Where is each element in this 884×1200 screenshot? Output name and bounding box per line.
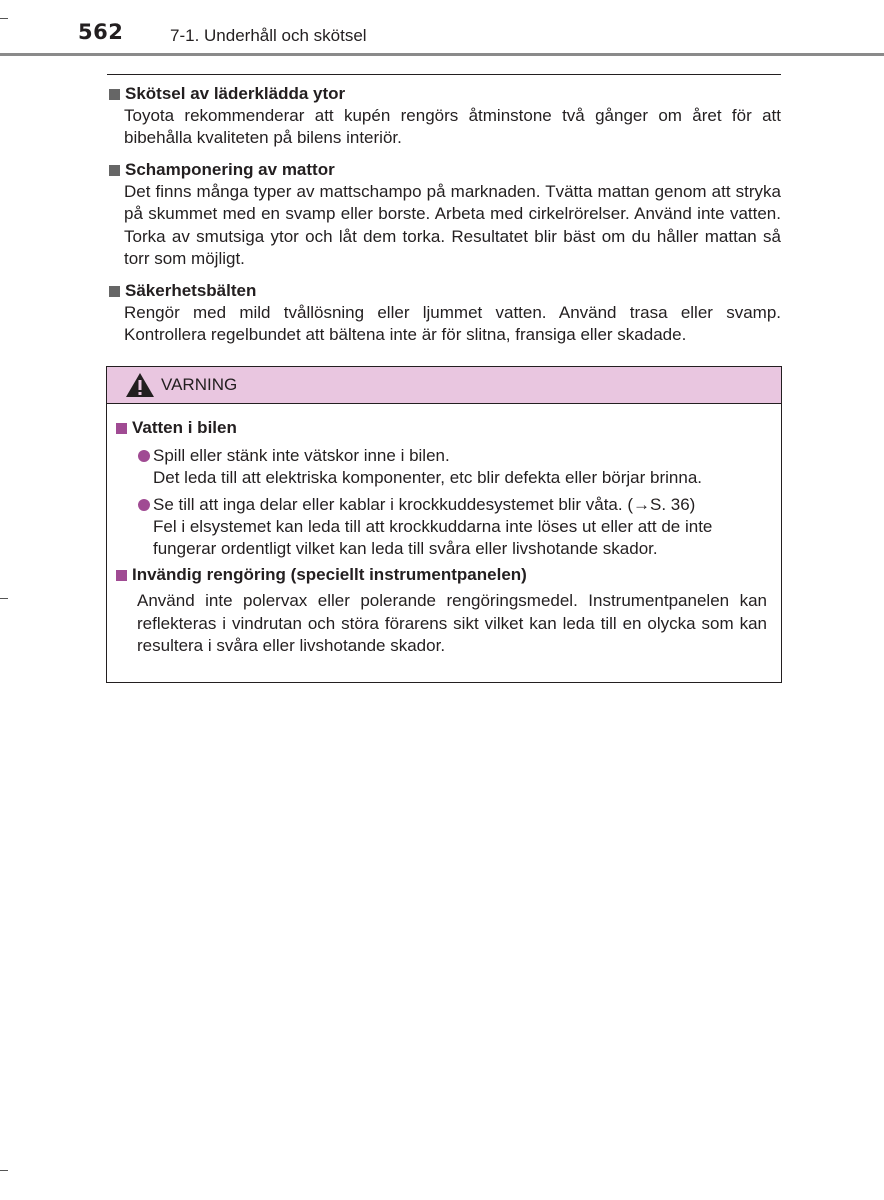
bullet-text: Spill eller stänk inte vätskor inne i bilen. — [153, 446, 450, 465]
square-bullet-icon — [116, 423, 127, 434]
section-body: Rengör med mild tvållösning eller ljummet vatten. Använd trasa eller svamp. Kontrollera regelbundet att bältena inte är för slitna, fransiga eller skadade. — [124, 303, 781, 345]
crop-mark — [0, 598, 8, 599]
bullet-text: Fel i elsystemet kan leda till att krockkuddarna inte löses ut eller att de inte fungerar ordentligt vilket kan leda till svåra eller livshotande skador. — [153, 516, 713, 559]
header-rule — [0, 53, 884, 56]
warning-triangle-icon — [125, 372, 155, 398]
page-header — [0, 0, 884, 60]
section-seat-belts — [107, 280, 781, 347]
warning-subheading: Vatten i bilen — [132, 418, 237, 437]
square-bullet-icon — [109, 165, 120, 176]
bullet-text: Det leda till att elektriska komponenter, etc blir defekta eller börjar brinna. — [153, 468, 702, 488]
warning-body — [107, 404, 781, 657]
warning-subheading: Invändig rengöring (speciellt instrumentpanelen) — [132, 565, 527, 585]
section-heading: Säkerhetsbälten — [125, 281, 257, 300]
section-heading: Skötsel av läderklädda ytor — [125, 84, 346, 103]
square-bullet-icon — [109, 286, 120, 297]
section-leather-care — [107, 83, 781, 150]
chapter-title: 7-1. Underhåll och skötsel — [170, 26, 367, 45]
section-body: Det finns många typer av mattschampo på marknaden. Tvätta mattan genom att stryka på skummet med en svamp eller borste. Arbeta med cirkelrörelser. Använd inte vatten. Torka av smutsiga ytor och låt dem torka. Resultatet blir bäst om du håller mattan så torr som möjligt. — [124, 182, 781, 268]
crop-mark — [0, 1170, 8, 1171]
warning-box — [106, 366, 782, 683]
section-carpet-shampoo — [107, 159, 781, 270]
bullet-text: Se till att inga delar eller kablar i krockkuddesystemet blir våta. (→S. 36) — [153, 494, 696, 514]
crop-mark — [0, 18, 8, 19]
square-bullet-icon — [116, 570, 127, 581]
warning-label: VARNING — [161, 375, 238, 394]
square-bullet-icon — [109, 89, 120, 100]
warning-header — [107, 367, 781, 404]
content-top-rule — [107, 74, 781, 75]
page-number: 562 — [78, 20, 124, 44]
list-item — [138, 494, 781, 561]
section-heading: Schamponering av mattor — [125, 160, 335, 179]
warning-text: Använd inte polervax eller polerande rengöringsmedel. Instrumentpanelen kan reflekteras i vindrutan och störa förarens sikt vilket kan leda till en olycka som kan resultera i svåra eller livshotande skador. — [137, 591, 767, 656]
circle-bullet-icon — [138, 450, 150, 462]
section-body: Toyota rekommenderar att kupén rengörs åtminstone två gånger om året för att bibehålla kvaliteten på bilens interiör. — [124, 106, 781, 148]
list-item — [138, 445, 781, 490]
circle-bullet-icon — [138, 499, 150, 511]
